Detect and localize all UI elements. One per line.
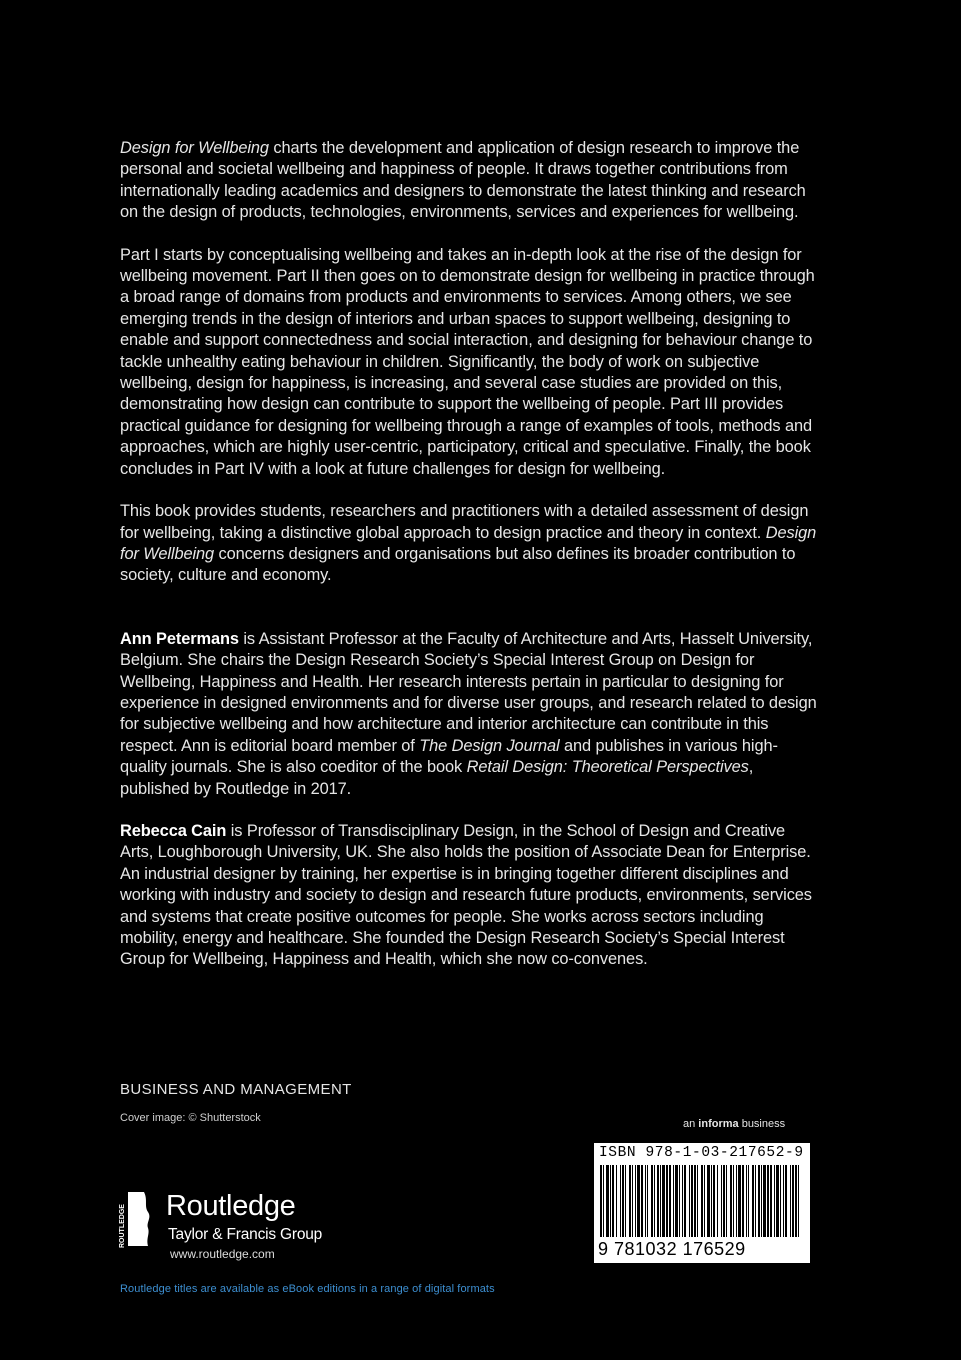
bio-ann-petermans [120,629,820,800]
book-title-italic: Design for Wellbeing [120,139,269,157]
informa-business-label [683,1118,785,1130]
blurb-text: charts the development and application of design research to improve the personal and societal wellbeing and happiness of people. It draws together contributions from internationally leading academics and designers to demonstrate the latest thinking and research on the design of products, technologies, environments, services and experiences for wellbeing. [120,139,806,222]
blurb-paragraph-3 [120,501,820,587]
routledge-vertical-mark: ROUTLEDGE [119,1204,126,1248]
blurb-paragraph-2: Part I starts by conceptualising wellbeing and takes an in-depth look at the rise of the design for wellbeing movement. Part II then goes on to demonstrate design for wellbeing in practice through a broad range of domains from products and environments to services. Among others, we see emerging trends in the design of interiors and urban spaces to support wellbeing, designing to enable and support connectedness and social interaction, and designing for behaviour change to tackle unhealthy eating behaviour in children. Significantly, the body of work on subjective wellbeing, design for happiness, is increasing, and several case studies are provided on this, demonstrating how design can contribute to support the wellbeing of people. Part III provides practical guidance for designing for wellbeing through a range of examples of tools, methods and approaches, which are highly user-centric, participatory, critical and speculative. Finally, the book concludes in Part IV with a look at future challenges for design for wellbeing. [120,245,815,478]
informa-prefix: an [683,1118,699,1130]
publisher-url: www.routledge.com [170,1247,275,1261]
publisher-name: Routledge [166,1190,296,1222]
author-name: Ann Petermans [120,629,239,648]
routledge-mark-icon [118,1188,158,1252]
isbn-text: ISBN 978-1-03-217652-9 [599,1145,804,1161]
isbn-barcode [594,1143,810,1263]
bio-text: and publishes in various high-quality journals. She is also coeditor of the book [120,736,778,777]
barcode-digits: 9 781032 176529 [598,1239,746,1259]
subject-category: BUSINESS AND MANAGEMENT [120,1081,352,1098]
informa-word: informa [698,1118,739,1130]
blurb-paragraph-1 [120,138,820,224]
bio-text: is Assistant Professor at the Faculty of Architecture and Arts, Hasselt University, Belgium. She chairs the Design Research Society’s Special Interest Group on Design for Wellbeing, Happiness and Health. Her research interests pertain in particular to designing for experience in designed environments and for diverse user groups, and research related to design for subjective wellbeing and how architecture and interior architecture can contribute in this respect. Ann is editorial board member of [120,629,817,755]
back-cover-text [120,138,820,992]
informa-suffix: business [738,1118,786,1130]
bio-text: is Professor of Transdisciplinary Design, in the School of Design and Creative Arts, Loughborough University, UK. She also holds the position of Associate Dean for Enterprise. An industrial designer by training, her expertise is in bringing together different disciplines and working with industry and society to design and research future products, environments, services and systems that create positive outcomes for people. She works across sectors including mobility, energy and healthcare. She founded the Design Research Society’s Special Interest Group for Wellbeing, Happiness and Health, which she now co-convenes. [120,821,812,969]
bio-rebecca-cain [120,821,820,971]
journal-title: The Design Journal [419,736,560,755]
bio-text: , published by Routledge in 2017. [120,758,754,798]
barcode-bars [598,1165,806,1239]
routledge-logo [118,1188,378,1263]
blurb-text: concerns designers and organisations but also defines its broader contribution to society, culture and economy. [120,544,796,585]
publisher-group: Taylor & Francis Group [168,1226,323,1243]
book-title: Retail Design: Theoretical Perspectives [466,758,749,777]
blurb-text: This book provides students, researchers and practitioners with a detailed assessment of design for wellbeing, taking a distinctive global approach to design practice and theory in context. [120,502,809,542]
book-title-italic: Design for Wellbeing [120,523,817,563]
ebook-availability-note: Routledge titles are available as eBook editions in a range of digital formats [120,1283,495,1295]
author-name: Rebecca Cain [120,821,227,840]
author-bios [120,629,820,971]
cover-image-credit: Cover image: © Shutterstock [120,1112,261,1124]
